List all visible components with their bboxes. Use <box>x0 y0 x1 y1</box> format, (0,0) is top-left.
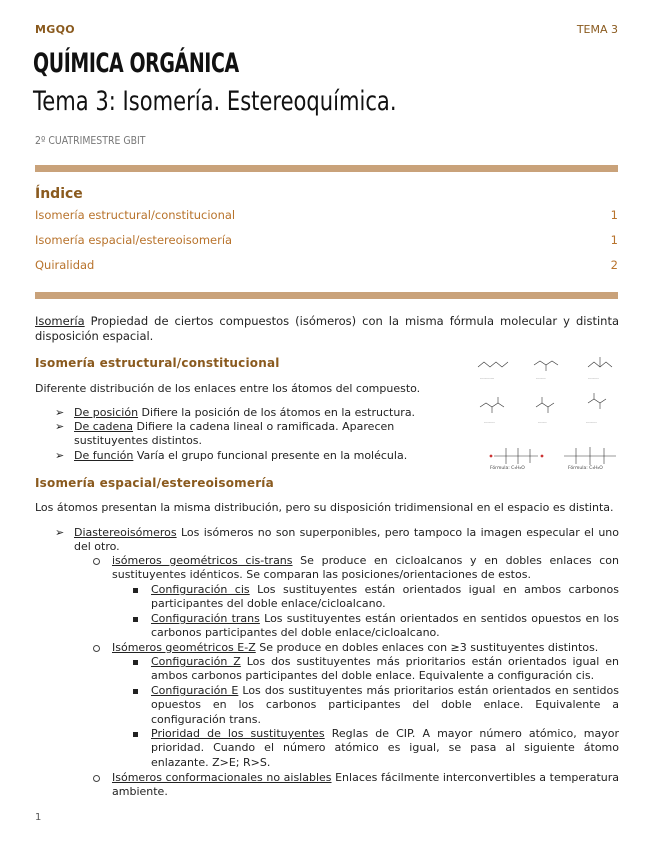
bullet-text: Difiere la cadena lineal o ramificada. Aparecen sustituyentes distintos. <box>74 420 395 448</box>
diastereo-item <box>74 526 619 555</box>
svg-text:--------: -------- <box>538 420 547 424</box>
index-item-page: 2 <box>610 258 618 272</box>
bullet-term: De cadena <box>74 420 133 433</box>
e-text: Los dos sustituyentes más prioritarios están orientados en sentidos opuestos en los carbonos participantes del doble enlace. Equivalente a configuración trans. <box>151 684 620 726</box>
bullet-text: Varía el grupo funcional presente en la molécula. <box>133 449 408 462</box>
square-bullet-icon <box>133 660 138 665</box>
figure-label: Fórmula: C₃H₆O <box>568 466 603 471</box>
square-bullet-icon <box>133 732 138 737</box>
index-item-page: 1 <box>610 233 618 247</box>
conformational-text: Enlaces fácilmente interconvertibles a temperatura ambiente. <box>112 771 619 799</box>
intro-text: Propiedad de ciertos compuestos (isómeros) con la misma fórmula molecular y distinta disposición espacial. <box>35 314 619 343</box>
bullet-term: De posición <box>74 406 139 419</box>
svg-text:----------: ---------- <box>586 420 597 424</box>
square-bullet-icon <box>133 617 138 622</box>
circle-bullet-icon <box>93 558 100 565</box>
section1-bullet <box>74 420 470 449</box>
svg-text:---------: --------- <box>536 376 546 380</box>
section2-heading: Isomería espacial/estereoisomería <box>35 476 274 490</box>
figure-label: Fórmula: C₃H₆O <box>490 466 525 471</box>
svg-text:----------: ---------- <box>588 376 599 380</box>
course-meta: 2º CUATRIMESTRE GBIT <box>35 134 146 147</box>
cis-term: Configuración cis <box>151 583 250 596</box>
section1-text: Diferente distribución de los enlaces entre los átomos del compuesto. <box>35 382 421 395</box>
bullet-text: Difiere la posición de los átomos en la estructura. <box>138 406 416 419</box>
priority-item <box>151 727 619 770</box>
cis-trans-item <box>112 554 619 583</box>
ez-item <box>112 641 619 655</box>
index-item-label: Isomería espacial/estereoisomería <box>35 233 233 247</box>
isomer-figure <box>470 351 622 473</box>
priority-text: Reglas de CIP. A mayor número atómico, mayor prioridad. Cuando el número atómico es igual, se pasa al siguiente átomo enlazante. Z>E; R>S. <box>151 727 620 769</box>
arrow-bullet-icon: ➢ <box>55 449 65 462</box>
isomer-structures-icon <box>470 351 622 473</box>
e-item <box>151 684 619 727</box>
ez-term: Isómeros geométricos E-Z <box>112 641 256 654</box>
priority-term: Prioridad de los sustituyentes <box>151 727 325 740</box>
square-bullet-icon <box>133 588 138 593</box>
diastereo-term: Diastereoisómeros <box>74 526 177 539</box>
index-title: Índice <box>35 186 83 202</box>
trans-item <box>151 612 619 641</box>
conformational-term: Isómeros conformacionales no aislables <box>112 771 332 784</box>
divider-bar-top <box>35 165 618 172</box>
page-subtitle: Tema 3: Isomería. Estereoquímica. <box>33 86 397 117</box>
divider-bar-bottom <box>35 292 618 299</box>
z-term: Configuración Z <box>151 655 241 668</box>
intro-term: Isomería <box>35 314 85 328</box>
header-left: MGQO <box>35 23 75 36</box>
bullet-term: De función <box>74 449 134 462</box>
index-item-label: Quiralidad <box>35 258 95 272</box>
header-right: TEMA 3 <box>576 23 618 36</box>
square-bullet-icon <box>133 689 138 694</box>
conformational-item <box>112 771 619 800</box>
section2-text: Los átomos presentan la misma distribución, pero su disposición tridimensional en el espacio es distinta. <box>35 501 614 514</box>
cis-trans-term: isómeros geométricos cis-trans <box>112 554 293 567</box>
cis-item <box>151 583 619 612</box>
arrow-bullet-icon: ➢ <box>55 420 65 433</box>
z-text: Los dos sustituyentes más prioritarios están orientados igual en ambos carbonos participantes del doble enlace. Equivalente a configuración cis. <box>151 655 619 683</box>
page-title: QUÍMICA ORGÁNICA <box>33 48 239 79</box>
section1-heading: Isomería estructural/constitucional <box>35 356 280 370</box>
trans-text: Los sustituyentes están orientados en sentidos opuestos en los carbonos participantes del doble enlace/cicloalcano. <box>151 612 619 640</box>
arrow-bullet-icon: ➢ <box>55 526 65 539</box>
svg-text:----------: ---------- <box>484 420 495 424</box>
intro-paragraph <box>35 314 619 344</box>
index-item-page: 1 <box>610 208 618 222</box>
section1-bullet <box>74 406 474 420</box>
circle-bullet-icon <box>93 775 100 782</box>
diastereo-text: Los isómeros no son superponibles, pero tampoco la imagen especular el uno del otro. <box>74 526 619 554</box>
svg-text:-------------: ------------- <box>480 376 495 380</box>
circle-bullet-icon <box>93 645 100 652</box>
cis-trans-text: Se produce en cicloalcanos y en dobles enlaces con sustituyentes idénticos. Se comparan las posiciones/orientaciones de estos. <box>112 554 619 582</box>
index-item-label: Isomería estructural/constitucional <box>35 208 236 222</box>
arrow-bullet-icon: ➢ <box>55 406 65 419</box>
ez-text: Se produce en dobles enlaces con ≥3 sustituyentes distintos. <box>255 641 599 654</box>
section1-bullet <box>74 449 474 463</box>
page-number: 1 <box>35 812 42 823</box>
trans-term: Configuración trans <box>151 612 260 625</box>
z-item <box>151 655 619 684</box>
cis-text: Los sustituyentes están orientados igual en ambos carbonos participantes del doble enlace/cicloalcano. <box>151 583 619 611</box>
e-term: Configuración E <box>151 684 239 697</box>
